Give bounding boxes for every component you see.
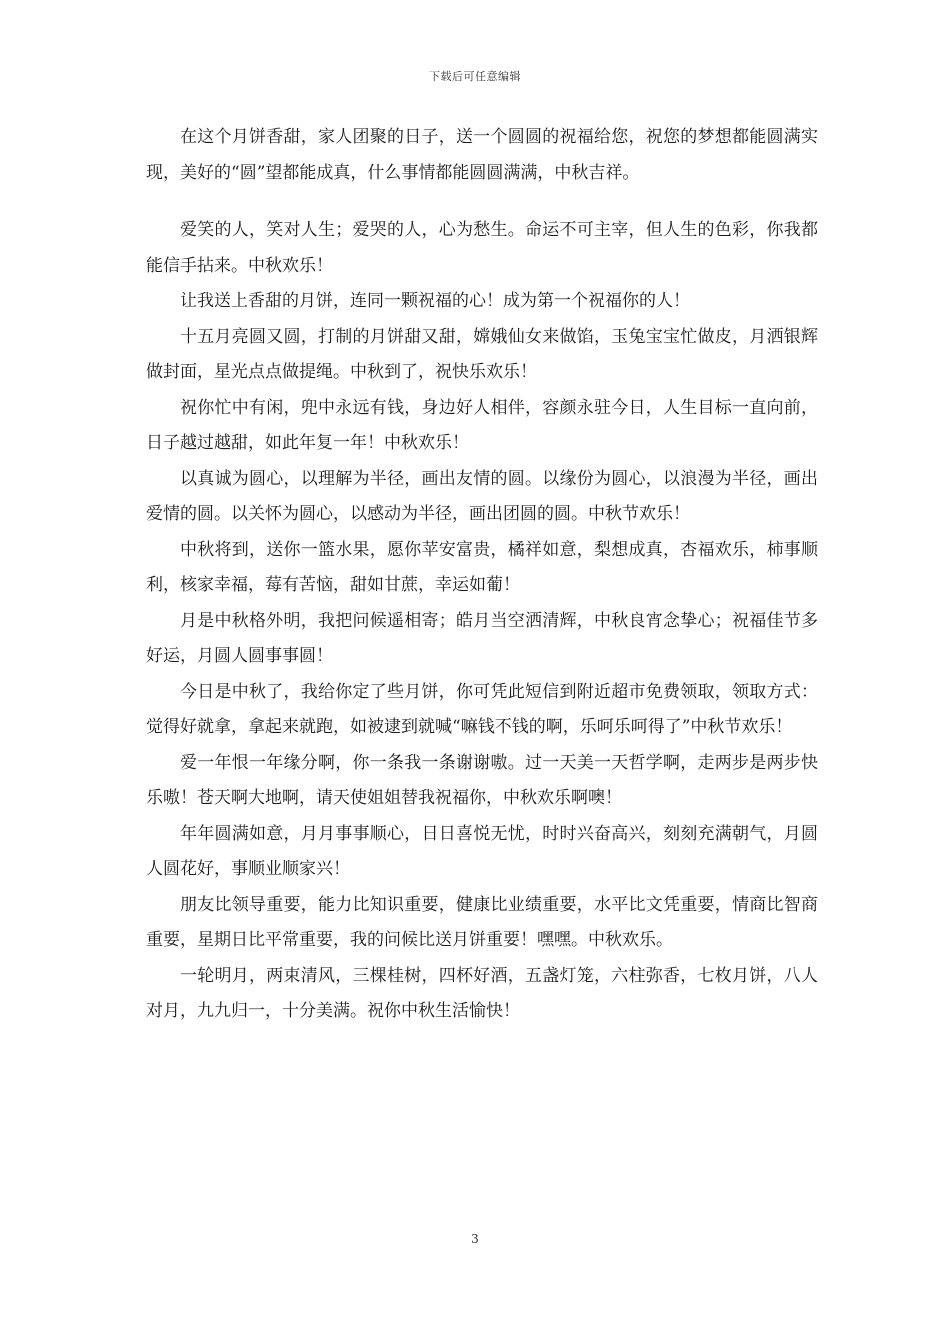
- paragraph: 爱一年恨一年缘分啊，你一条我一条谢谢嗷。过一天美一天哲学啊，走两步是两步快乐嗷！苍天啊大地啊，请天使姐姐替我祝福你，中秋欢乐啊噢！: [146, 752, 818, 808]
- page-header: 下载后可任意编辑: [429, 70, 521, 83]
- paragraph: 让我送上香甜的月饼，连同一颗祝福的心！成为第一个祝福你的人！: [180, 291, 690, 311]
- document-body: [146, 120, 818, 1030]
- page-number: 3: [471, 1232, 479, 1246]
- paragraph: 中秋将到，送你一篮水果，愿你苹安富贵，橘祥如意，梨想成真，杏福欢乐，柿事顺利，核家幸福，莓有苦恼，甜如甘蔗，幸运如葡！: [146, 539, 818, 595]
- paragraph: 在这个月饼香甜，家人团聚的日子，送一个圆圆的祝福给您，祝您的梦想都能圆满实现，美好的“圆”望都能成真，什么事情都能圆圆满满，中秋吉祥。: [146, 127, 818, 183]
- paragraph: 爱笑的人，笑对人生；爱哭的人，心为愁生。命运不可主宰，但人生的色彩，你我都能信手拈来。中秋欢乐！: [146, 220, 818, 276]
- paragraph: 今日是中秋了，我给你定了些月饼，你可凭此短信到附近超市免费领取，领取方式：觉得好就拿，拿起来就跑，如被逮到就喊“嘛钱不钱的啊，乐呵乐呵得了”中秋节欢乐！: [146, 681, 818, 737]
- paragraph: 一轮明月，两束清风，三棵桂树，四杯好酒，五盏灯笼，六柱弥香，七枚月饼，八人对月，九九归一，十分美满。祝你中秋生活愉快！: [146, 965, 818, 1021]
- paragraph: 以真诚为圆心，以理解为半径，画出友情的圆。以缘份为圆心，以浪漫为半径，画出爱情的圆。以关怀为圆心，以感动为半径，画出团圆的圆。中秋节欢乐！: [146, 468, 818, 524]
- paragraph: 祝你忙中有闲，兜中永远有钱，身边好人相伴，容颜永驻今日，人生目标一直向前，日子越过越甜，如此年复一年！中秋欢乐！: [146, 397, 818, 453]
- paragraph: 朋友比领导重要，能力比知识重要，健康比业绩重要，水平比文凭重要，情商比智商重要，星期日比平常重要，我的问候比送月饼重要！嘿嘿。中秋欢乐。: [146, 894, 818, 950]
- paragraph: 十五月亮圆又圆，打制的月饼甜又甜，嫦娥仙女来做馅，玉兔宝宝忙做皮，月洒银辉做封面，星光点点做提绳。中秋到了，祝快乐欢乐！: [146, 326, 818, 382]
- paragraph: 年年圆满如意，月月事事顺心，日日喜悦无忧，时时兴奋高兴，刻刻充满朝气，月圆人圆花好，事顺业顺家兴！: [146, 823, 818, 879]
- paragraph: 月是中秋格外明，我把问候遥相寄；皓月当空洒清辉，中秋良宵念挚心；祝福佳节多好运，月圆人圆事事圆！: [146, 610, 818, 666]
